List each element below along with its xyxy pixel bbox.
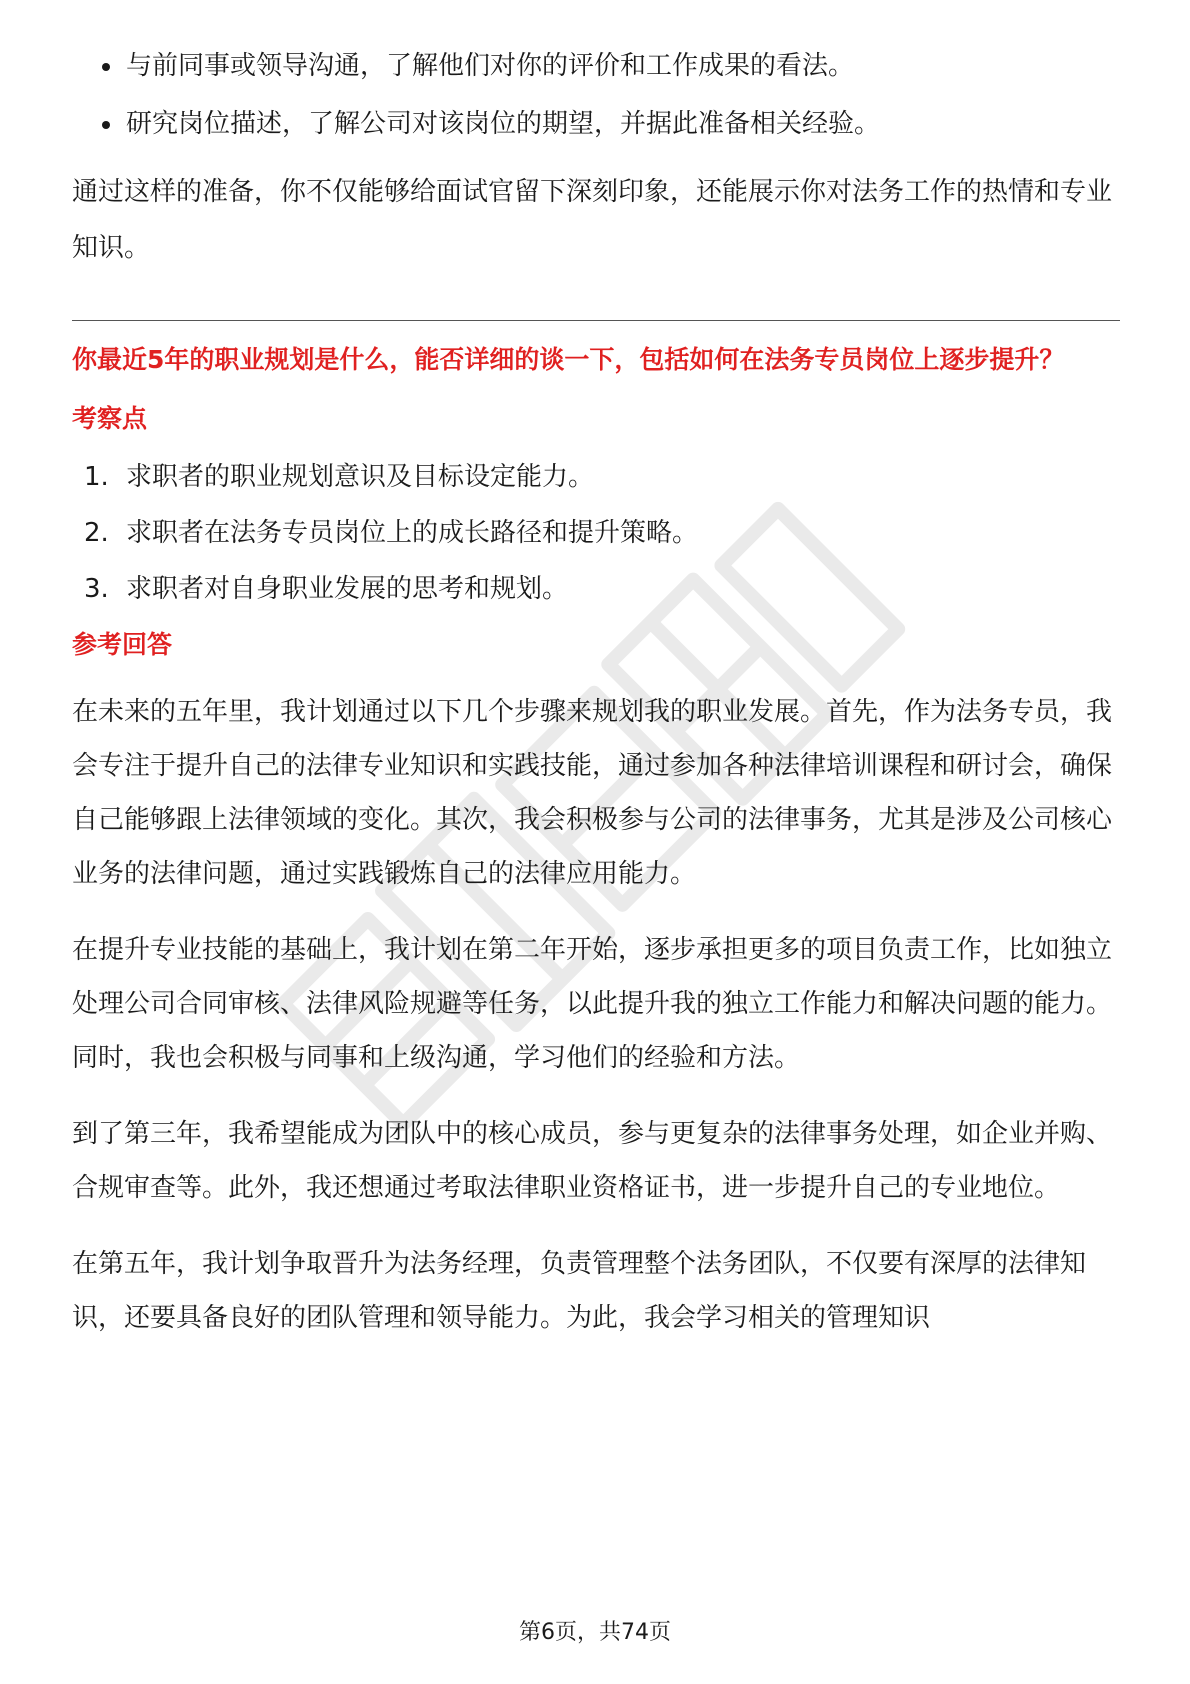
list-text: 求职者的职业规划意识及目标设定能力。 bbox=[126, 462, 595, 492]
answer-paragraph: 到了第三年，我希望能成为团队中的核心成员，参与更复杂的法律事务处理，如企业并购、合规审查等。此外，我还想通过考取法律职业资格证书，进一步提升自己的专业地位。 bbox=[72, 1119, 1113, 1203]
closing-paragraph: 通过这样的准备，你不仅能够给面试官留下深刻印象，还能展示你对法务工作的热情和专业知识。 bbox=[72, 177, 1113, 263]
bullet-dot-icon bbox=[102, 63, 110, 71]
list-number: 2. bbox=[84, 518, 109, 548]
list-item bbox=[72, 48, 1120, 84]
list-text: 求职者在法务专员岗位上的成长路径和提升策略。 bbox=[126, 518, 699, 548]
list-item bbox=[72, 106, 1120, 142]
page-content bbox=[72, 48, 1120, 1345]
answer-paragraph: 在未来的五年里，我计划通过以下几个步骤来规划我的职业发展。首先，作为法务专员，我会专注于提升自己的法律专业知识和实践技能，通过参加各种法律培训课程和研讨会，确保自己能够跟上法律领域的变化。其次，我会积极参与公司的法律事务，尤其是涉及公司核心业务的法律问题，通过实践锻炼自己的法律应用能力。 bbox=[72, 697, 1113, 889]
list-item bbox=[72, 515, 1120, 551]
bullet-text: 与前同事或领导沟通，了解他们对你的评价和工作成果的看法。 bbox=[126, 51, 855, 81]
answer-paragraph: 在提升专业技能的基础上，我计划在第二年开始，逐步承担更多的项目负责工作，比如独立处理公司合同审核、法律风险规避等任务，以此提升我的独立工作能力和解决问题的能力。同时，我也会积极与同事和上级沟通，学习他们的经验和方法。 bbox=[72, 935, 1113, 1073]
bullet-dot-icon bbox=[102, 121, 110, 129]
list-number: 1. bbox=[84, 462, 109, 492]
preparation-bullet-list bbox=[72, 48, 1120, 142]
list-number: 3. bbox=[84, 574, 109, 604]
answer-paragraph-block bbox=[72, 1107, 1120, 1215]
answer-title: 参考回答 bbox=[72, 630, 173, 659]
assessment-title: 考察点 bbox=[72, 404, 148, 433]
list-item bbox=[72, 459, 1120, 495]
answer-paragraph-block bbox=[72, 1237, 1120, 1345]
list-item bbox=[72, 571, 1120, 607]
answer-paragraph: 在第五年，我计划争取晋升为法务经理，负责管理整个法务团队，不仅要有深厚的法律知识，还要具备良好的团队管理和领导能力。为此，我会学习相关的管理知识 bbox=[72, 1249, 1087, 1333]
assessment-list bbox=[72, 459, 1120, 607]
interview-question: 你最近5年的职业规划是什么，能否详细的谈一下，包括如何在法务专员岗位上逐步提升？ bbox=[72, 345, 1065, 374]
answer-paragraph-block bbox=[72, 923, 1120, 1085]
page-footer: 第6页，共74页 bbox=[519, 1620, 671, 1645]
bullet-text: 研究岗位描述，了解公司对该岗位的期望，并据此准备相关经验。 bbox=[126, 109, 881, 139]
section-divider bbox=[72, 320, 1120, 321]
answer-paragraph-block bbox=[72, 685, 1120, 901]
list-text: 求职者对自身职业发展的思考和规划。 bbox=[126, 574, 569, 604]
